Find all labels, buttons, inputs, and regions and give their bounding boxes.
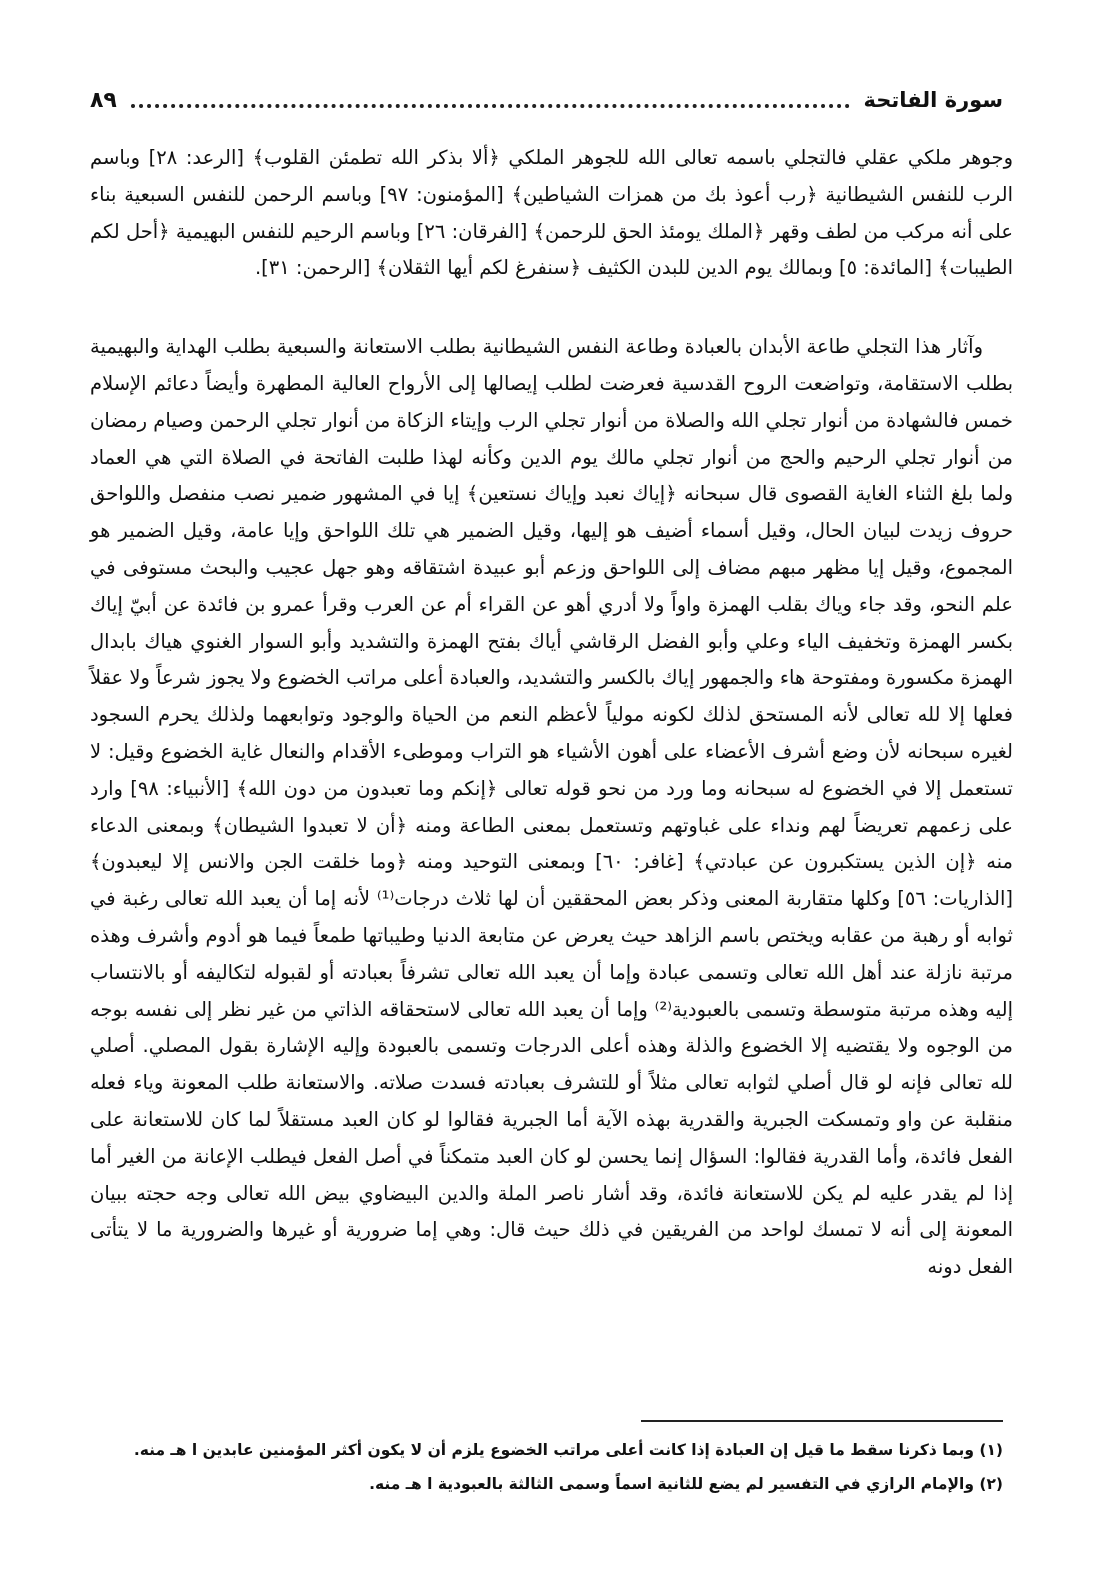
footnote-separator — [641, 1420, 1003, 1422]
paragraph: وجوهر ملكي عقلي فالتجلي باسمه تعالى الله للجوهر الملكي ﴿ألا بذكر الله تطمئن القلوب﴾ [الرعد: ٢٨] وباسم الرب للنفس الشيطانية ﴿رب أعوذ بك من همزات الشياطين﴾ [المؤمنون: ٩٧] وباسم الرحمن للنفس السبعية بناء على أنه مركب من لطف وقهر ﴿الملك يومئذ الحق للرحمن﴾ [الفرقان: ٢٦] وباسم الرحيم للنفس البهيمية ﴿أحل لكم الطيبات﴾ [المائدة: ٥] وبمالك يوم الدين للبدن الكثيف ﴿سنفرغ لكم أيها الثقلان﴾ [الرحمن: ٣١]. — [90, 146, 1013, 280]
footnotes — [100, 1433, 1003, 1501]
chapter-title: سورة الفاتحة — [863, 88, 1003, 112]
paragraph: وآثار هذا التجلي طاعة الأبدان بالعبادة وطاعة النفس الشيطانية بطلب الاستعانة والسبعية بطلب الهداية والبهيمية بطلب الاستقامة، وتواضعت الروح القدسية فعرضت لطلب إيصالها إلى الأرواح العالية المطهرة وأيضاً دعائم الإسلام خمس فالشهادة من أنوار تجلي الله والصلاة من أنوار تجلي الرب وإيتاء الزكاة من أنوار تجلي الرحمن وصيام رمضان من أنوار تجلي الرحيم والحج من أنوار تجلي مالك يوم الدين وكأنه لهذا طلبت الفاتحة في الصلاة التي هي العماد ولما بلغ الثناء الغاية القصوى قال سبحانه ﴿إياك نعبد وإياك نستعين﴾ إيا في المشهور ضمير نصب منفصل واللواحق حروف زيدت لبيان الحال، وقيل أسماء أضيف هو إليها، وقيل الضمير هي تلك اللواحق وإيا عامة، وقيل الضمير هو المجموع، وقيل إيا مظهر مبهم مضاف إلى اللواحق وزعم أبو عبيدة اشتقاقه وهو جهل عجيب والبحث مستوفى في علم النحو، وقد جاء وياك بقلب الهمزة واواً ولا أدري أهو عن القراء أم عن العرب وقرأ عمرو بن فائدة عن أبيّ إياك بكسر الهمزة وتخفيف الياء وعلي وأبو الفضل الرقاشي أياك بفتح الهمزة والتشديد وأبو السوار الغنوي هياك بابدال الهمزة مكسورة ومفتوحة هاء والجمهور إياك بالكسر والتشديد، والعبادة أعلى مراتب الخضوع ولا يجوز شرعاً ولا عقلاً فعلها إلا لله تعالى لأنه المستحق لذلك لكونه مولياً لأعظم النعم من الحياة والوجود وتوابعهما ولذلك يحرم السجود لغيره سبحانه لأن وضع أشرف الأعضاء على أهون الأشياء هو التراب وموطىء الأقدام والنعال غاية الخضوع وقيل: لا تستعمل إلا في الخضوع له سبحانه وما ورد من نحو قوله تعالى ﴿إنكم وما تعبدون من دون الله﴾ [الأنبياء: ٩٨] وارد على زعمهم تعريضاً لهم ونداء على غباوتهم وتستعمل بمعنى الطاعة ومنه ﴿أن لا تعبدوا الشيطان﴾ وبمعنى الدعاء منه ﴿إن الذين يستكبرون عن عبادتي﴾ [غافر: ٦٠] وبمعنى التوحيد ومنه ﴿وما خلقت الجن والانس إلا ليعبدون﴾ [الذاريات: ٥٦] وكلها متقاربة المعنى وذكر بعض المحققين أن لها ثلاث درجات⁽¹⁾ لأنه إما أن يعبد الله تعالى رغبة في ثوابه أو رهبة من عقابه ويختص باسم الزاهد حيث يعرض عن متابعة الدنيا وطيباتها طمعاً فيما هو أدوم وأشرف وهذه مرتبة نازلة عند أهل الله تعالى وتسمى عبادة وإما أن يعبد الله تعالى تشرفاً بعبادته أو لقبوله لتكاليفه أو بالانتساب إليه وهذه مرتبة متوسطة وتسمى بالعبودية⁽²⁾ وإما أن يعبد الله تعالى لاستحقاقه الذاتي من غير نظر إلى نفسه بوجه من الوجوه ولا يقتضيه إلا الخضوع والذلة وهذه أعلى الدرجات وتسمى بالعبودة وإليه الإشارة بقول المصلي. أصلي لله تعالى فإنه لو قال أصلي لثوابه تعالى مثلاً أو للتشرف بعبادته فسدت صلاته. والاستعانة طلب المعونة وياء فعله منقلبة عن واو وتمسكت الجبرية والقدرية بهذه الآية أما الجبرية فقالوا لو كان العبد مستقلاً لما كان للاستعانة على الفعل فائدة، وأما القدرية فقالوا: السؤال إنما يحسن لو كان العبد متمكناً في أصل الفعل فيطلب الإعانة من الغير أما إذا لم يقدر عليه لم يكن للاستعانة فائدة، وقد أشار ناصر الملة والدين البيضاوي بيض الله تعالى وجه حجته ببيان المعونة إلى أنه لا تمسك لواحد من الفريقين في ذلك حيث قال: وهي إما ضرورية أو غيرها والضرورية ما لا يتأتى الفعل دونه — [90, 335, 1014, 1279]
page-number: ٨٩ — [90, 87, 117, 113]
paragraph-spacer — [90, 287, 1013, 329]
leader-dots — [131, 104, 850, 108]
footnote: (١) وبما ذكرنا سقط ما قيل إن العبادة إذا كانت أعلى مراتب الخضوع يلزم أن لا يكون أكثر المؤمنين عابدين ا هـ منه. — [133, 1441, 1003, 1459]
footnote: (٢) والإمام الرازي في التفسير لم يضع للثانية اسماً وسمى الثالثة بالعبودية ا هـ منه. — [369, 1475, 1003, 1493]
main-text — [90, 140, 1013, 1286]
running-header — [90, 80, 1003, 120]
